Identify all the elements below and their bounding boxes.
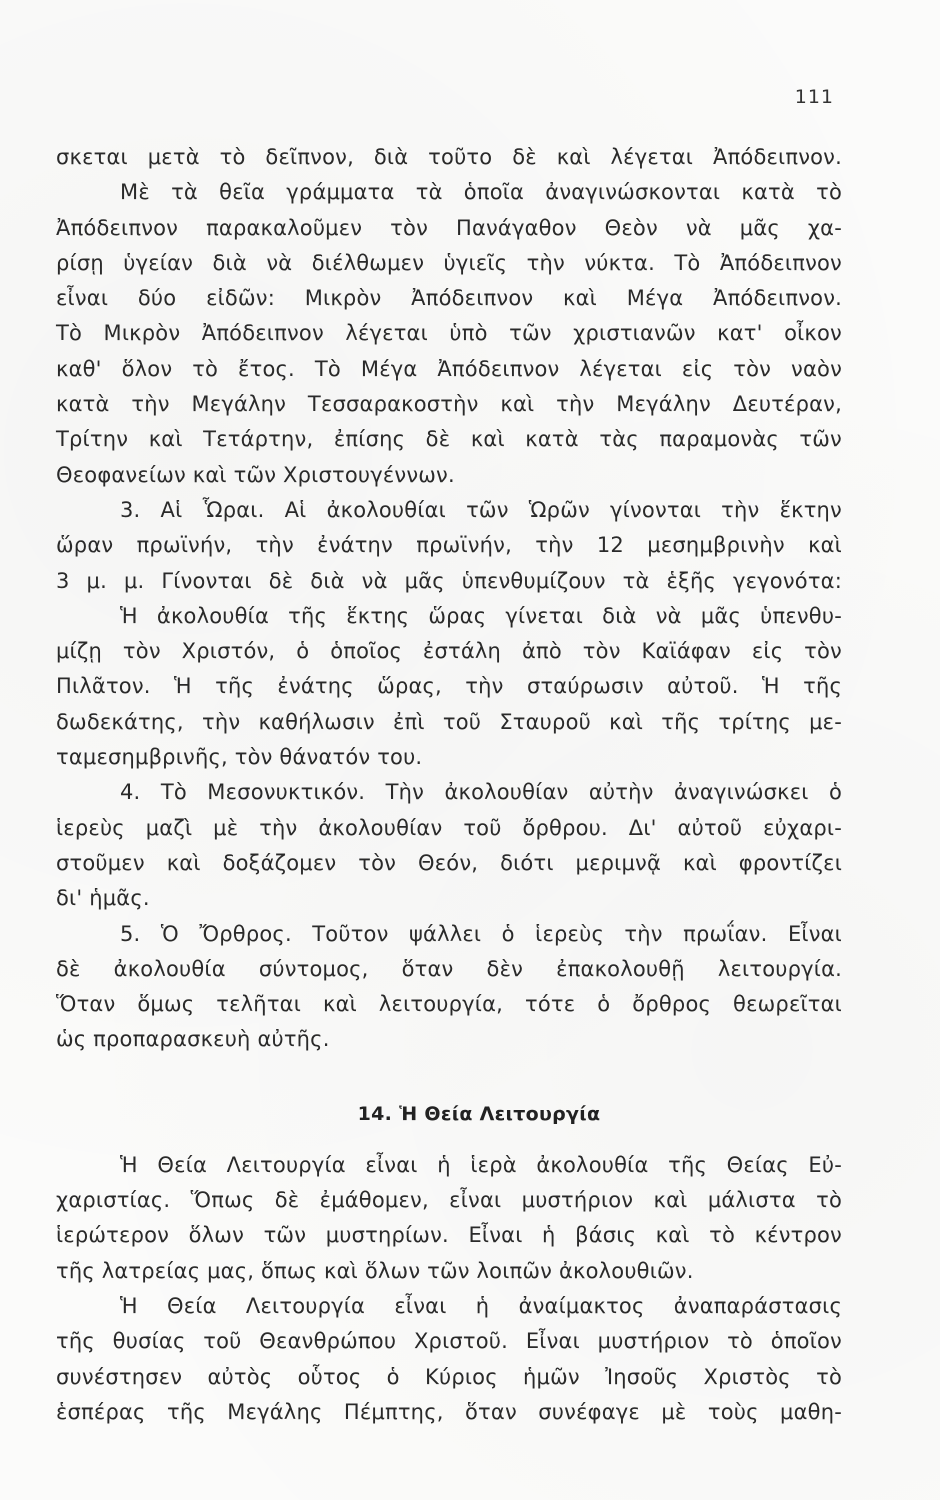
text-line: δὲ ἀκολουθία σύντομος, ὅταν δὲν ἐπακολουθῇ λειτουργία.	[56, 956, 842, 981]
text-line: Ἡ Θεία Λειτουργία εἶναι ἡ ἱερὰ ἀκολουθία τῆς Θείας Εὐ-	[120, 1152, 842, 1177]
text-line: Τὸ Μικρὸν Ἀπόδειπνον λέγεται ὑπὸ τῶν χριστιανῶν κατ' οἶκον	[56, 321, 842, 346]
text-line: στοῦμεν καὶ δοξάζομεν τὸν Θεόν, διότι μεριμνᾷ καὶ φροντίζει	[56, 850, 842, 875]
section-heading: 14. Ἡ Θεία Λειτουργία	[357, 1102, 601, 1125]
heading-spacer	[56, 1134, 842, 1148]
text-line: χαριστίας. Ὅπως δὲ ἐμάθομεν, εἶναι μυστήριον καὶ μάλιστα τὸ	[56, 1188, 842, 1213]
text-line: Ἀπόδειπνον παρακαλοῦμεν τὸν Πανάγαθον Θεὸν νὰ μᾶς χα-	[56, 215, 842, 240]
text-line: Θεοφανείων καὶ τῶν Χριστουγέννων.	[56, 462, 455, 487]
text-line: Ἡ Θεία Λειτουργία εἶναι ἡ ἀναίμακτος ἀναπαράστασις	[120, 1293, 842, 1318]
text-line: εἶναι δύο εἰδῶν: Μικρὸν Ἀπόδειπνον καὶ Μέγα Ἀπόδειπνον.	[56, 286, 842, 311]
page-number: 111	[794, 86, 834, 108]
text-line: ἱερώτερον ὅλων τῶν μυστηρίων. Εἶναι ἡ βάσις καὶ τὸ κέντρον	[56, 1223, 842, 1248]
text-line: δωδεκάτης, τὴν καθήλωσιν ἐπὶ τοῦ Σταυροῦ καὶ τῆς τρίτης με-	[56, 709, 842, 734]
text-line: ρίσῃ ὑγείαν διὰ νὰ διέλθωμεν ὑγιεῖς τὴν νύκτα. Τὸ Ἀπόδειπνον	[56, 250, 842, 275]
text-line: δι' ἡμᾶς.	[56, 886, 150, 911]
text-line: Τρίτην καὶ Τετάρτην, ἐπίσης δὲ καὶ κατὰ τὰς παραμονὰς τῶν	[56, 427, 842, 452]
body-text	[56, 140, 842, 1430]
text-line: Ἡ ἀκολουθία τῆς ἕκτης ὥρας γίνεται διὰ νὰ μᾶς ὑπενθυ-	[120, 603, 842, 628]
text-line: ἱερεὺς μαζὶ μὲ τὴν ἀκολουθίαν τοῦ ὄρθρου. Δι' αὐτοῦ εὐχαρι-	[56, 815, 842, 840]
text-line: ὡς προπαρασκευὴ αὐτῆς.	[56, 1027, 330, 1052]
text-line: μίζῃ τὸν Χριστόν, ὁ ὁποῖος ἐστάλη ἀπὸ τὸν Καϊάφαν εἰς τὸν	[56, 639, 842, 664]
text-line: ταμεσημβρινῆς, τὸν θάνατόν του.	[56, 745, 423, 770]
text-line: συνέστησεν αὐτὸς οὗτος ὁ Κύριος ἡμῶν Ἰησοῦς Χριστὸς τὸ	[56, 1364, 842, 1389]
text-line: σκεται μετὰ τὸ δεῖπνον, διὰ τοῦτο δὲ καὶ λέγεται Ἀπόδειπνον.	[56, 145, 842, 169]
text-line: ἑσπέρας τῆς Μεγάλης Πέμπτης, ὅταν συνέφαγε μὲ τοὺς μαθη-	[56, 1399, 842, 1424]
text-line: καθ' ὅλον τὸ ἔτος. Τὸ Μέγα Ἀπόδειπνον λέγεται εἰς τὸν ναὸν	[56, 356, 842, 381]
text-line: ὥραν πρωϊνήν, τὴν ἐνάτην πρωϊνήν, τὴν 12 μεσημβρινὴν καὶ	[56, 533, 842, 558]
text-line: τῆς λατρείας μας, ὅπως καὶ ὅλων τῶν λοιπῶν ἀκολουθιῶν.	[56, 1258, 694, 1283]
text-line: Ὅταν ὅμως τελῆται καὶ λειτουργία, τότε ὁ ὄρθρος θεωρεῖται	[56, 992, 842, 1017]
text-line: 3. Αἱ Ὧραι. Αἱ ἀκολουθίαι τῶν Ὡρῶν γίνονται τὴν ἕκτην	[120, 497, 842, 522]
text-line: 5. Ὁ Ὄρθρος. Τοῦτον ψάλλει ὁ ἱερεὺς τὴν πρωΐαν. Εἶναι	[120, 921, 842, 946]
text-line: τῆς θυσίας τοῦ Θεανθρώπου Χριστοῦ. Εἶναι μυστήριον τὸ ὁποῖον	[56, 1329, 842, 1354]
text-line: κατὰ τὴν Μεγάλην Τεσσαρακοστὴν καὶ τὴν Μεγάλην Δευτέραν,	[56, 392, 842, 417]
text-line: 3 μ. μ. Γίνονται δὲ διὰ νὰ μᾶς ὑπενθυμίζουν τὰ ἑξῆς γεγονότα:	[56, 568, 842, 593]
section-spacer	[56, 1058, 842, 1094]
text-line: Μὲ τὰ θεῖα γράμματα τὰ ὁποῖα ἀναγινώσκονται κατὰ τὸ	[120, 180, 842, 205]
text-line: Πιλᾶτον. Ἡ τῆς ἐνάτης ὥρας, τὴν σταύρωσιν αὐτοῦ. Ἡ τῆς	[56, 674, 842, 699]
text-block-bottom	[56, 1148, 842, 1430]
text-line: 4. Τὸ Μεσονυκτικόν. Τὴν ἀκολουθίαν αὐτὴν ἀναγινώσκει ὁ	[120, 780, 842, 805]
text-block-top	[56, 140, 842, 1058]
